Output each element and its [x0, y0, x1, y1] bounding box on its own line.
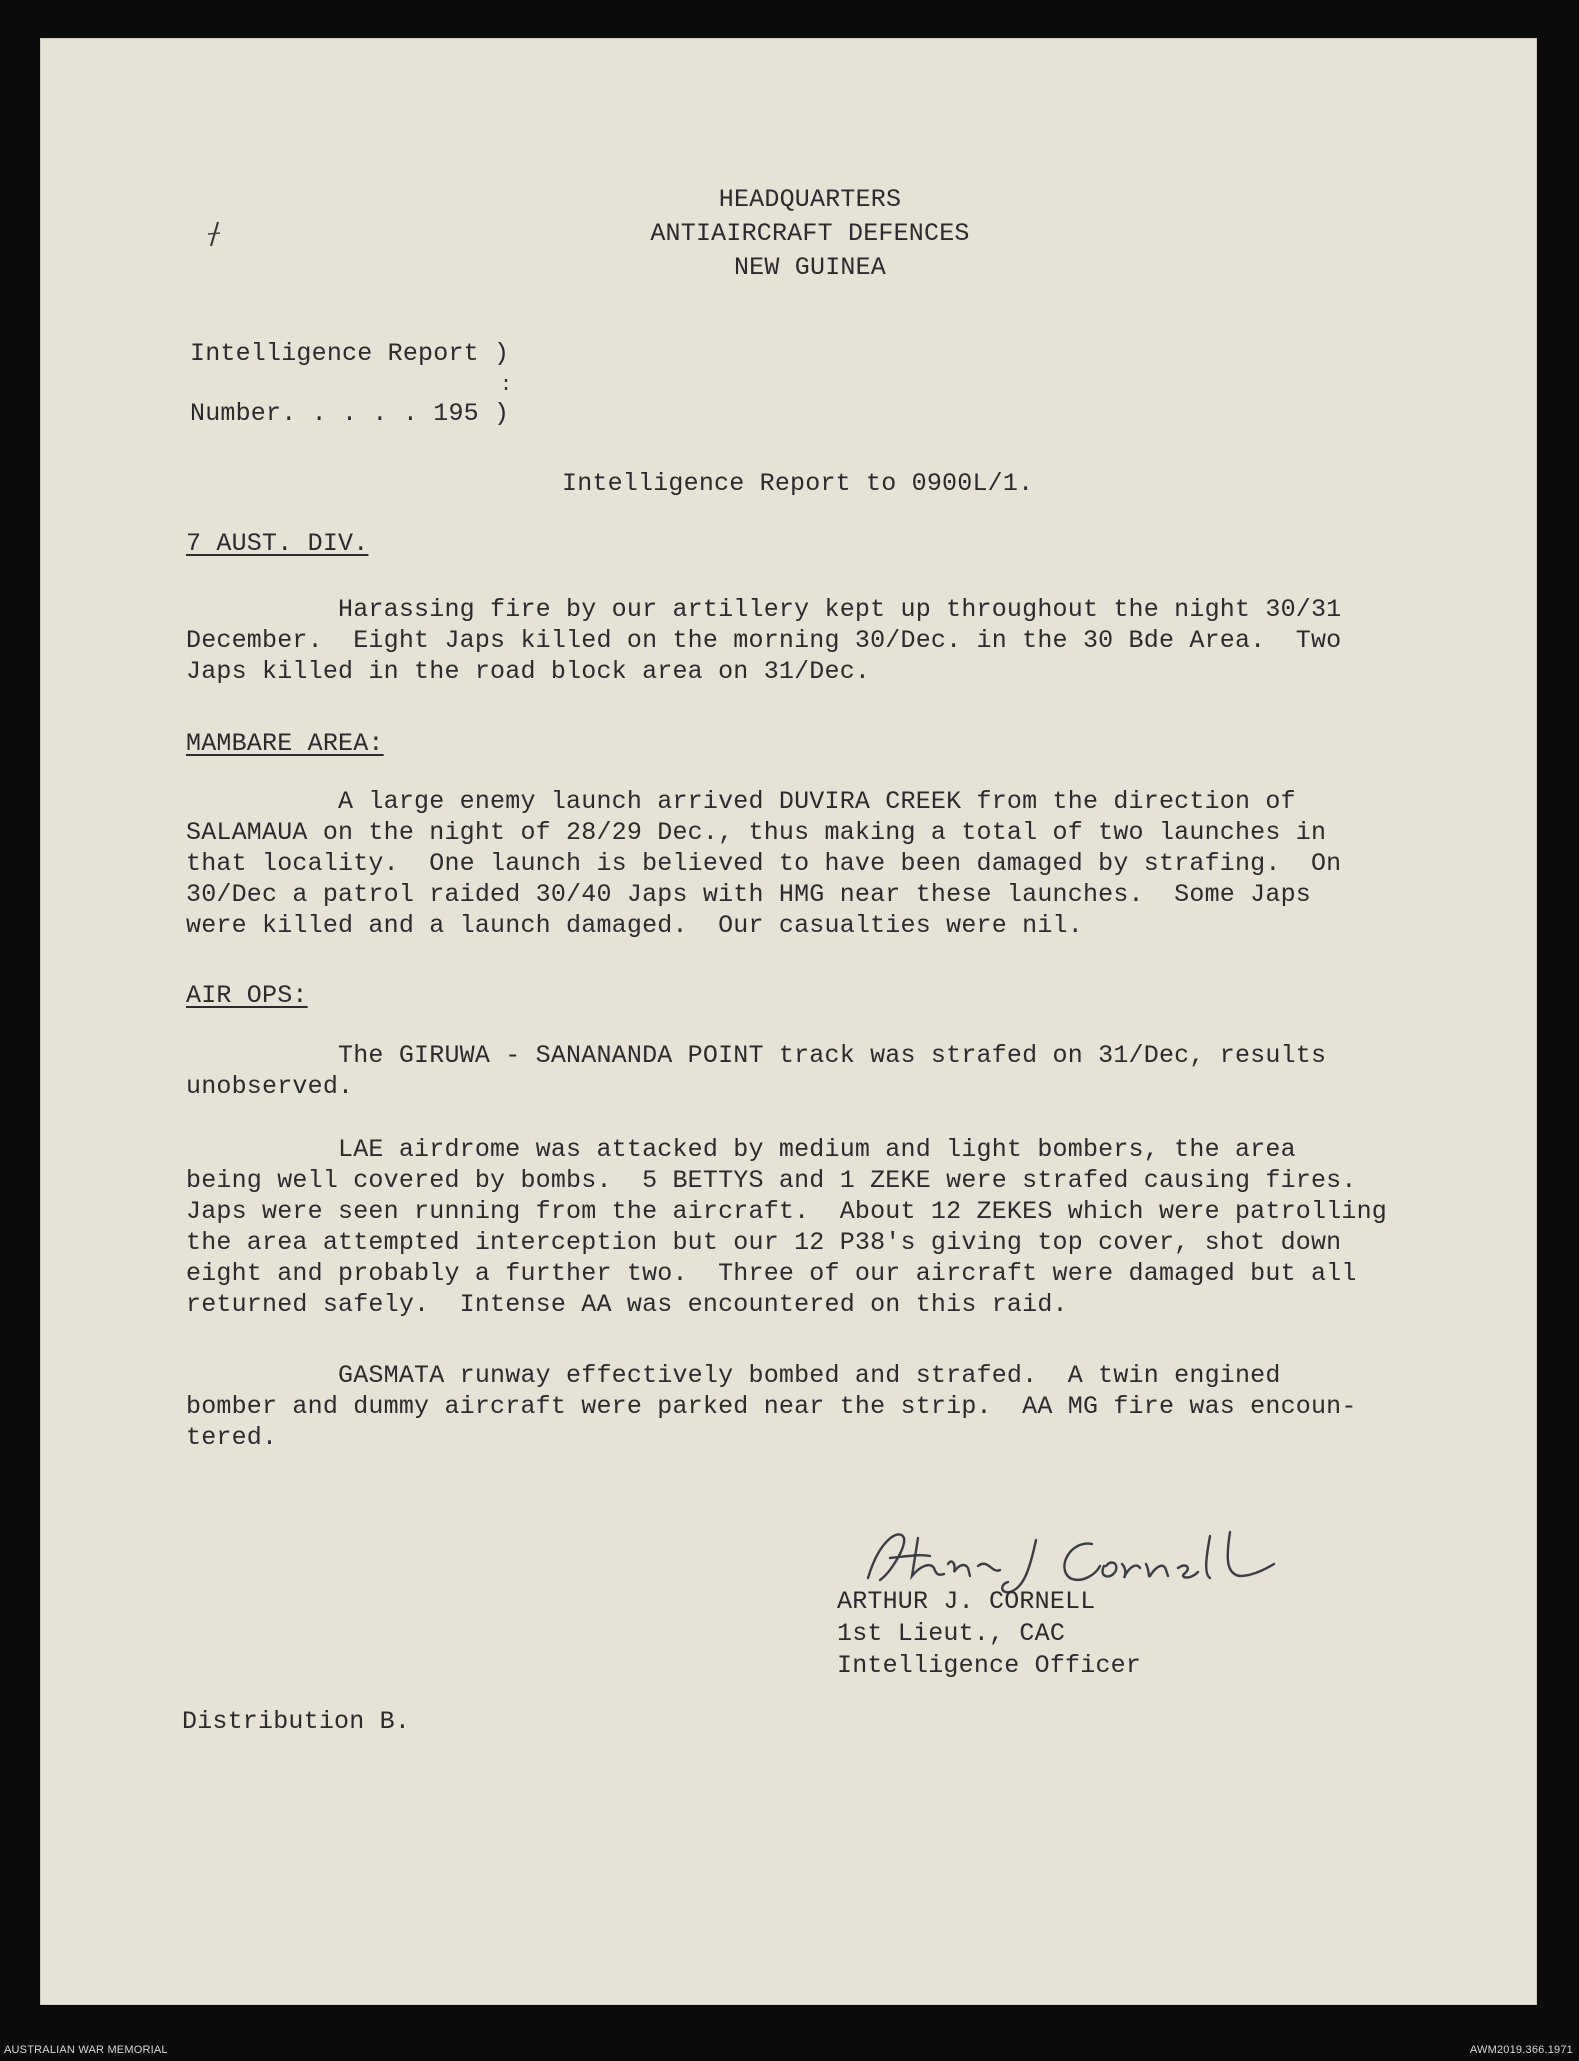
- section-paragraph: [186, 786, 1341, 941]
- report-subtitle: Intelligence Report to 0900L/1.: [562, 469, 1034, 498]
- section-paragraph: [186, 1040, 1326, 1102]
- paragraph-line: The GIRUWA - SANANANDA POINT track was strafed on 31/Dec, results: [186, 1041, 1327, 1070]
- paragraph-line: eight and probably a further two. Three of our aircraft were damaged but all: [186, 1259, 1357, 1288]
- paragraph-line: Japs were seen running from the aircraft. About 12 ZEKES which were patrolling: [186, 1197, 1387, 1226]
- footer-catalogue-id: AWM2019.366.1971: [1469, 2044, 1573, 2056]
- report-number-line: Number. . . . . 195 ): [190, 399, 510, 428]
- paragraph-line: LAE airdrome was attacked by medium and light bombers, the area: [186, 1135, 1296, 1164]
- paragraph-line: GASMATA runway effectively bombed and strafed. A twin engined: [186, 1361, 1281, 1390]
- section-paragraph: [186, 1360, 1357, 1453]
- report-label-line: Intelligence Report ): [190, 339, 510, 368]
- document-page: [40, 38, 1537, 2005]
- paragraph-line: were killed and a launch damaged. Our casualties were nil.: [186, 911, 1083, 940]
- paragraph-line: being well covered by bombs. 5 BETTYS and 1 ZEKE were strafed causing fires.: [186, 1166, 1357, 1195]
- header-line-1: HEADQUARTERS: [718, 185, 902, 214]
- section-paragraph: [186, 1134, 1387, 1320]
- paragraph-line: A large enemy launch arrived DUVIRA CREEK from the direction of: [186, 787, 1296, 816]
- section-heading-7-aust-div: 7 AUST. DIV.: [186, 529, 369, 558]
- paragraph-line: Harassing fire by our artillery kept up throughout the night 30/31: [186, 595, 1342, 624]
- paragraph-line: bomber and dummy aircraft were parked near the strip. AA MG fire was encoun-: [186, 1392, 1357, 1421]
- paragraph-line: December. Eight Japs killed on the morning 30/Dec. in the 30 Bde Area. Two: [186, 626, 1342, 655]
- pencil-tick-mark: [202, 220, 226, 250]
- signatory-name: ARTHUR J. CORNELL: [837, 1587, 1096, 1616]
- footer-source-label: AUSTRALIAN WAR MEMORIAL: [4, 2044, 168, 2056]
- paragraph-line: Japs killed in the road block area on 31/Dec.: [186, 657, 871, 686]
- paragraph-line: SALAMAUA on the night of 28/29 Dec., thus making a total of two launches in: [186, 818, 1327, 847]
- paragraph-line: 30/Dec a patrol raided 30/40 Japs with HMG near these launches. Some Japs: [186, 880, 1311, 909]
- paragraph-line: tered.: [186, 1423, 278, 1452]
- header-line-2: ANTIAIRCRAFT DEFENCES: [650, 219, 970, 248]
- paragraph-line: that locality. One launch is believed to have been damaged by strafing. On: [186, 849, 1342, 878]
- signatory-title: Intelligence Officer: [837, 1651, 1142, 1680]
- paragraph-line: returned safely. Intense AA was encountered on this raid.: [186, 1290, 1068, 1319]
- section-heading-mambare-area: MAMBARE AREA:: [186, 729, 384, 758]
- paragraph-line: unobserved.: [186, 1072, 354, 1101]
- section-paragraph: [186, 594, 1341, 687]
- signatory-rank: 1st Lieut., CAC: [837, 1619, 1066, 1648]
- header-line-3: NEW GUINEA: [733, 253, 887, 282]
- distribution-line: Distribution B.: [182, 1707, 411, 1736]
- section-heading-air-ops: AIR OPS:: [186, 981, 308, 1010]
- report-colon: :: [500, 374, 513, 397]
- paragraph-line: the area attempted interception but our 12 P38's giving top cover, shot down: [186, 1228, 1342, 1257]
